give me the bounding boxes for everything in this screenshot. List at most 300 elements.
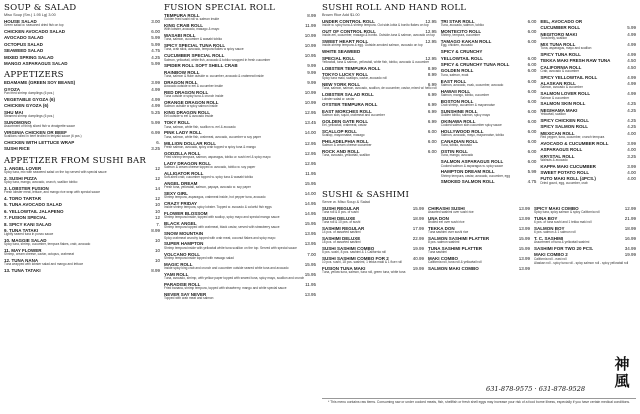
menu-item-name: 3. LOBSTER FUSION	[4, 185, 49, 191]
menu-item-price: 6.00	[527, 118, 537, 124]
menu-item-name: MANGO ASPARAGUS SALAD	[4, 61, 68, 67]
menu-item-description: Golden fried sushi roll w. salmon inside	[164, 17, 220, 22]
menu-item-name: CHICKEN AVOCADO SALAD	[4, 29, 66, 35]
menu-item-description: California roll, tuna roll & yellowtail roll	[428, 260, 482, 265]
menu-item-description: Spicy tuna, shrimp, cucumber, tempura flakes, crab, avocado	[4, 242, 91, 247]
menu-item-price: 4.25	[627, 107, 636, 113]
menu-item-name: MEXICAN ROLL	[540, 130, 575, 136]
menu-item-description: California roll - east roll	[534, 256, 567, 261]
menu-item-name: HOLLYWOOD ROLL	[440, 129, 484, 135]
sashimi-left	[322, 206, 424, 277]
menu-item-name: KAPPA MAKI CUCUMBER	[540, 163, 596, 169]
menu-item-name: 5. TUNA AVOCADO SALAD	[4, 202, 62, 208]
menu-item-price: 11.99	[305, 23, 316, 29]
menu-item-price: 7.00	[307, 251, 316, 257]
menu-item-name: SPICY YELLOWTAIL ROLL	[540, 74, 598, 80]
menu-item-name: SWEET HEART ROLL	[322, 39, 369, 45]
menu-item-price: 10	[154, 238, 160, 244]
menu-item-description: Tuna, avocado, shrimp, with yellow paper topped with seared tuna, spicy mayo, scallion and crunch	[164, 275, 305, 280]
menu-item-description: Salmon, avocado, mayo, mayonnaise, tobiko	[440, 133, 505, 138]
menu-item-description: Tuna, mango, avocado	[440, 153, 474, 158]
menu-item-price: 6.00	[427, 129, 437, 135]
menu-item-name: ROCK AND ROLL	[322, 149, 360, 155]
menu-item-name: CALIFORNIA ROLL	[540, 64, 582, 70]
menu-item-price: 13.99	[518, 256, 530, 261]
menu-item-name: AVOCADO SALAD	[4, 35, 44, 41]
menu-item-description: Avocado outside w eel & cucumber inside	[164, 84, 223, 89]
menu-item-description: Steamed shrimp dumplings (6 pcs.)	[4, 113, 55, 118]
menu-item-price: 5.99	[527, 169, 537, 175]
menu-item-name: VIRGINIA CHICKEN OR BEEF	[4, 129, 67, 135]
menu-item-name: TOKY ROLL	[164, 120, 190, 126]
menu-item-name: SWEET POTATO ROLL	[540, 170, 590, 176]
logo-char-2: 風	[614, 373, 630, 390]
menu-item-price: 6.00	[527, 149, 537, 155]
menu-item-price: 4.00	[627, 147, 636, 153]
menu-item-price: 12.95	[425, 39, 437, 45]
menu-item-name: MIXED SPRING SALAD	[4, 54, 54, 60]
menu-item-description: Salmon, yellowtail, white fish, avocado & tobiko wrapped in fresh cucumber	[164, 57, 271, 62]
menu-item-price: 4.00	[627, 176, 636, 182]
menu-item-description: Crab shrimp, cucumber & mayonnaise	[440, 102, 495, 107]
menu-item-description: 5 pcs. sushi, 8 pcs. sashimi & 1 California roll	[322, 250, 386, 255]
menu-item-name: ALASKAN ROLL	[540, 81, 576, 87]
appetizers-title: APPETIZERS	[4, 70, 64, 81]
menu-item-name: MAKI COMBO 2	[534, 252, 568, 258]
menu-item-name: SALMON SKIN ROLL	[540, 101, 586, 107]
menu-item-price: 6.00	[527, 88, 537, 94]
menu-item-name: HAWAII ROLL	[440, 88, 471, 94]
menu-item-description: Inside spicy king crab and crunch and cucumber outside seared white tuna and avocado	[164, 265, 289, 270]
menu-item-description: Fresh salmon, avocado, spicy crab topped w spicy tuna & mango	[164, 144, 256, 149]
menu-item-name: MAGIC ROLL	[164, 261, 193, 267]
menu-item-price	[634, 19, 636, 24]
sushi-roll-sub: Brown Rice Add $1.00	[322, 13, 360, 17]
menu-item-name: EAST ROLL	[440, 78, 467, 84]
menu-item-price: 13.99	[518, 225, 530, 231]
menu-item-price: 6.00	[527, 68, 537, 74]
menu-item-description: Spicy tuna, spicy salmon & spicy California roll	[534, 209, 600, 214]
menu-item-description: Tuna, crab stick, avocado, tempura flakes w spicy sauce	[164, 47, 244, 52]
menu-item-name: 11. MAY FLOWER	[4, 248, 42, 254]
footer-disclaimer: * This menu contains raw items. Consuming raw or under cooked meats, fish, shellfish or fresh shell eggs may increase your risk of a food borne illness, especially if you have certain medical conditions.	[322, 398, 636, 404]
menu-item-price: 6.00	[527, 129, 537, 135]
menu-item-name: SHU MAI	[4, 109, 23, 115]
menu-item-price: 12	[154, 196, 160, 202]
menu-item-name: CUCUMBER SPECIAL ROLL	[164, 53, 225, 59]
menu-item-price	[435, 49, 437, 54]
menu-item-name: TAMAGO KAKAN ROLL	[440, 39, 492, 45]
menu-item-price: 4.99	[151, 96, 160, 102]
menu-item-price: 6.00	[427, 139, 437, 145]
menu-item-name: PHILADELPHIA ROLL	[322, 139, 369, 145]
menu-item-description: Soft-shell crab, cucumber topped w. spicy tuna & wasabi tobiko	[164, 175, 254, 179]
menu-item-price: 9.99	[307, 63, 316, 69]
menu-item-name: SNOW MOUNTAIN	[164, 231, 204, 237]
logo-char-1: 神	[614, 356, 630, 373]
menu-item-name: SPICY SPECIAL TUNA ROLL	[164, 43, 226, 49]
menu-item-price: 3.99	[627, 163, 636, 169]
menu-item-name: SALMON ASPARAGUS ROLL	[440, 159, 504, 165]
menu-item-price: 3.25	[151, 146, 160, 152]
menu-item-description: Tuna roll & 8 pcs. of sushi	[322, 209, 359, 214]
fusion-roll-list	[164, 13, 316, 302]
menu-item-name: GYOZA	[4, 86, 21, 92]
sushi-roll-left	[322, 19, 437, 187]
menu-item-price: 4.99	[151, 86, 160, 92]
menu-item-price: 4.25	[627, 101, 636, 107]
menu-item-price: 5.99	[627, 25, 636, 31]
menu-item-name: MAKI COMBO	[428, 256, 458, 261]
menu-item-description: Salmon, avocado & cucumber	[540, 85, 583, 90]
menu-item-price: 10	[154, 248, 160, 254]
menu-item-price: 3.99	[627, 140, 636, 146]
menu-item-price: 11.95	[305, 170, 316, 176]
soup-salad-title: SOUP & SALAD	[4, 3, 77, 13]
menu-item-price: 14.00	[304, 130, 316, 136]
menu-item-name: ALLIGATOR ROLL	[164, 170, 204, 176]
menu-item-name: WASABI ROLL	[164, 33, 196, 39]
menu-item-price: 10.95	[304, 53, 316, 59]
menu-item-price: 14.95	[304, 201, 316, 207]
menu-item-name: SPICY & CRUNCHY TUNA ROLL	[440, 62, 510, 68]
menu-item-price: 10	[154, 258, 160, 264]
menu-item-description: Tuna, salmon, cucumber & wasabi tobiko	[164, 37, 223, 42]
menu-item-price: 5.99	[151, 35, 160, 41]
menu-item-price: 12	[154, 215, 160, 221]
menu-item-name: GOLDEN ROLL	[440, 68, 474, 74]
menu-item-description: Salmon, mango, tobiko, cucumber	[440, 92, 490, 97]
menu-item-name: CANADIAN ROLL	[440, 139, 479, 145]
menu-item-description: Crab, avocado & cucumber	[540, 68, 579, 73]
menu-item-price: 12	[154, 175, 160, 181]
menu-item-description: Walnuts & avocado	[540, 157, 568, 162]
menu-item-price: 6.00	[527, 159, 537, 165]
menu-item-name: SUSHI RICE	[4, 146, 30, 152]
sushi-roll-right	[540, 19, 636, 187]
menu-item-name: HOUSE SALAD	[4, 19, 37, 24]
menu-item-price: 6.00	[527, 39, 537, 45]
menu-item-price: 15.95	[304, 221, 316, 227]
menu-item-name: TUNA SASHIMI PLATTER	[428, 245, 482, 251]
menu-item-price: 10	[154, 202, 160, 208]
menu-item-description: Cooked salmon skin cucumber spicy sauce	[440, 123, 502, 128]
menu-item-price: 6.00	[527, 19, 537, 24]
menu-item-name: SUNOMONO	[4, 119, 31, 125]
menu-item-description: Yellowtail, scallion	[540, 112, 566, 117]
menu-item-name: SPICY & CRUNCHY	[440, 49, 483, 55]
sashimi-title: SUSHI & SASHIMI	[322, 189, 410, 200]
menu-item-name: LOBSTER SALAD ROLL	[322, 92, 374, 98]
menu-item-name: KRYSTAL ROLL	[540, 153, 575, 159]
menu-item-price: 4.50	[627, 58, 636, 64]
menu-item-price: 4.99	[627, 41, 636, 47]
menu-item-description: Spicy crabmeat crunchy topped with crab meat, coconut flakes and spicy mayo	[164, 235, 276, 240]
menu-item-price: 12.95	[304, 150, 316, 156]
menu-item-price: 15.95	[304, 180, 316, 186]
menu-item-description: Tuna, yellow tuna, salmon, tuna roll, green tuna, white tuna	[322, 270, 406, 275]
menu-item-price: 15.99	[518, 235, 530, 241]
sashimi-mid	[428, 206, 530, 277]
menu-item-description: Shrimp, tempura, cucumber	[440, 33, 481, 38]
menu-item-name: OUT OF CONTROL ROLL	[322, 29, 376, 35]
menu-item-name: TUNA BOY	[534, 215, 558, 221]
menu-item-price: 8.99	[151, 268, 160, 274]
menu-item-description: Tuna roll & 10 pcs. of sushi	[322, 219, 361, 224]
menu-item-description: Alaskan roll - spicy tuna roll - spicy salmon roll - spicy yellowtail roll	[534, 261, 629, 266]
menu-item-name: PARADISE ROLL	[164, 281, 201, 287]
menu-item-name: SMOKED SALMON ROLL	[440, 179, 495, 185]
menu-item-price: 15.95	[304, 271, 316, 277]
menu-item-name: SUSHI SASHIMI COMBO FOR 2	[322, 256, 389, 261]
menu-item-price: 3.99	[151, 80, 160, 86]
menu-item-description: Green salad w. seasoned dried fish on top	[4, 23, 64, 28]
menu-item-description: 6 pcs. salmon & 1 salmon roll	[534, 229, 576, 234]
menu-item-description: Inside-shrimp tempura & egg. Outside-smoked salmon, avocado on top	[322, 43, 423, 48]
menu-item-name: OSTIN ROLL	[440, 149, 468, 155]
menu-item-price: 4.99	[627, 31, 636, 37]
menu-item-price: 6.	[156, 139, 160, 145]
column-1	[4, 4, 160, 275]
menu-item-description: Scallop, mayonnaise, masago	[322, 133, 365, 138]
menu-item-description: Tuna, salmon, white fish, crabmeat, avocado, cucumber w soy paper	[164, 134, 261, 139]
menu-item-price: 4.00	[627, 170, 636, 176]
menu-item-name: FUSION TUNA MAKI	[322, 266, 366, 272]
menu-item-price: 12.95	[425, 29, 437, 35]
menu-item-price: 9.99	[307, 69, 316, 75]
menu-item-description: Shrimp tempura, asparagus, crabmeat inside, hot pepper tuna, avocado	[164, 195, 266, 200]
soup-salad-sub: Miso Soup (Sm.) 1.95 Lg) 3.00	[4, 13, 56, 17]
menu-item-price: 40.99	[412, 256, 424, 261]
menu-item-price: 10	[154, 208, 160, 214]
menu-item-price: 6.99	[151, 129, 160, 135]
menu-item-name: 4. TORO TARTAR	[4, 196, 41, 202]
menu-item-name: LOBSTER TEMPURA ROLL	[322, 65, 381, 71]
menu-item-name: SPICY MAKI COMBO	[534, 205, 579, 211]
menu-item-price: 10.99	[304, 90, 316, 96]
menu-item-name: BLACK ANGEL	[164, 221, 197, 227]
menu-item-price: 16.99	[624, 235, 636, 241]
menu-item-price: 13.95	[304, 241, 316, 247]
menu-item-price: 17.99	[412, 225, 424, 231]
menu-item-price: 6.00	[527, 55, 537, 61]
sashimi-sub: Serve w. Miso Soup & Salad	[322, 199, 370, 204]
menu-item-price: 18.99	[624, 225, 636, 231]
menu-item-price: 8.99	[151, 228, 160, 233]
menu-item-price: 5.25	[151, 109, 160, 115]
menu-item-name: SPICY CHICKEN ROLL	[540, 117, 590, 123]
menu-item-description: Yellowtail, tuna & salmon, yellowtail, white fish, tobiko, avocado & cucumber	[322, 59, 430, 64]
menu-item-name: KING CRAB ROLL	[164, 23, 203, 29]
menu-item-name: OCTOPUS SALAD	[4, 41, 43, 47]
menu-item-price: 4.25	[151, 54, 160, 60]
menu-item-name: TEMPURA ROLL	[164, 13, 200, 18]
menu-item-name: TRI STAR ROLL	[440, 19, 475, 24]
menu-item-description: Inside-eel, cucumber, masago & bonito. Outside-tuna & salmon, avocado on top	[322, 33, 435, 38]
menu-item-description: Eel, yellowtail, crabmeat, caviar	[322, 123, 367, 128]
menu-item-name: SALMON LOVER ROLL	[540, 91, 591, 97]
menu-item-name: 13. TUNA TATAKI	[4, 268, 41, 274]
menu-item-price: 6.00	[527, 108, 537, 114]
menu-item-price: 14.00	[304, 190, 316, 196]
menu-item-price: 13.99	[518, 266, 530, 272]
menu-item-description: Shrimp tempura topped with crabmeat, black caviar, served with strawberry sauce	[164, 225, 280, 230]
menu-item-description: Shrimp tempura inside with yellowtail white tuna scallion on the top. Served with special sauce	[164, 245, 297, 250]
menu-item-name: PINK LADY ROLL	[164, 130, 202, 136]
menu-item-name: CRAZY FRIDAY	[164, 201, 198, 207]
logo-kanji	[610, 354, 634, 392]
menu-item-description: Dried gourd, egg, cucumber, crab	[540, 180, 588, 185]
menu-item-name: CHICKEN WITH LETTUCE WRAP	[4, 139, 75, 145]
soup-salad-list	[4, 19, 160, 67]
menu-item-description: Shrimp tempura inside, topped with scallop, spicy mayo and special mango sauce	[164, 215, 280, 220]
menu-item-price: 14	[154, 185, 160, 191]
menu-item-name: DRAGON ROLL	[164, 79, 198, 85]
menu-item-price: 15.99	[518, 245, 530, 251]
menu-item-name: SUSHI SASHIMI COMBO	[322, 245, 375, 251]
menu-item-name: YELLOWTAIL ROLL	[440, 55, 484, 61]
menu-item-price: 4.75	[151, 48, 160, 54]
menu-item-description: Tuna, salmon, ecak	[440, 72, 469, 77]
menu-item-price: 6.00	[527, 29, 537, 35]
menu-item-name: SUPER HAMPTON	[164, 241, 204, 247]
menu-item-description: Topped with crab meat and salmon	[164, 296, 214, 301]
column-3	[322, 4, 636, 276]
menu-item-price: 4.99	[627, 74, 636, 80]
menu-item-description: Egg, chicken, avocado	[440, 43, 473, 48]
menu-item-price: 6.99	[427, 102, 437, 108]
menu-item-description: 18 pcs. of assorted sashimi	[322, 240, 361, 245]
menu-item-name: KING DRAGON ROLL	[164, 110, 210, 116]
menu-item-price: 13.45	[304, 120, 316, 126]
sashimi-right	[534, 206, 636, 277]
menu-item-description: Tuna belly, scallion	[540, 35, 568, 40]
menu-item-name: MIX TUNA ROLL	[540, 41, 576, 47]
menu-item-name: YAMI ROLL	[164, 271, 189, 277]
menu-item-price: 12.95	[425, 19, 437, 24]
menu-item-name: EAST MORCHES ROLL	[322, 108, 372, 114]
menu-item-price: 4.50	[627, 64, 636, 70]
menu-item-name: FLOWER BLOSSOM	[164, 211, 208, 217]
menu-item-price: 12.95	[304, 110, 316, 116]
sushi-bar-appetizer-title: APPETIZER FROM SUSHI BAR	[4, 155, 147, 166]
menu-item-description: Pan fried shrimp dumplings (6 pcs.)	[4, 91, 55, 96]
menu-item-price: 6.00	[151, 29, 160, 35]
menu-item-price: 8.99	[427, 65, 437, 71]
menu-item-name: SEAWEED SALAD	[4, 48, 44, 54]
sushi-roll-mid	[441, 19, 537, 187]
menu-item-name: AVOCADO & CUCUMBER ROLL	[540, 140, 609, 146]
menu-item-name: SASHIMI DELUXE	[322, 235, 361, 241]
menu-item-price: 6.00	[527, 62, 537, 68]
menu-item-name: HAMPTON DREAM ROLL	[440, 169, 495, 175]
menu-item-price: 4.25	[627, 124, 636, 130]
menu-item-description: Lightly seared tuna in ponzu sauce	[4, 232, 54, 237]
menu-item-price: 13.99	[518, 205, 530, 211]
menu-item-name: NEGIHAMA MAKI	[540, 107, 578, 113]
menu-item-description: Salmon & cucumber	[540, 95, 570, 100]
menu-item-name: OYSTER TEMPURA ROLL	[322, 102, 378, 108]
menu-item-description: Fried banana, shrimp tempura, topped with strawberry, mango and white special sauce	[164, 286, 287, 291]
menu-item-name: MILLION DOLLAR ROLL	[164, 140, 216, 146]
menu-item-description: Tuna outside w spicy tuna & crunch inside	[164, 94, 224, 99]
menu-item-price: 19.99	[412, 245, 424, 251]
menu-item-name: SEXY GIRL	[164, 190, 188, 196]
menu-item-price: 7.	[156, 221, 160, 227]
menu-item-name: 7. FUSION SPECIAL	[4, 215, 47, 221]
menu-item-name: VOLCANO ROLL	[164, 251, 200, 257]
fusion-roll-title: FUSION SPECIAL ROLL	[164, 3, 276, 13]
appetizers-list	[4, 80, 160, 152]
menu-item-description: 8 pcs. salmon sashimi	[428, 240, 460, 245]
menu-item-name: SASHIMI FOR TWO 20 PCS.	[534, 245, 594, 251]
menu-item-price: 6.99	[427, 108, 437, 114]
phone-numbers: 631-878-9575 · 631-878-9528	[486, 385, 586, 393]
menu-item-name: TOKYO LUCKY ROLL	[322, 72, 369, 78]
menu-item-description: Tuna, salmon, white fish, scallion w. eel & avocado	[164, 124, 236, 129]
menu-item-name: OKINAWA ROLL	[440, 118, 476, 124]
menu-item-description: Broiled eel over sushi rice	[428, 219, 465, 224]
menu-item-name: SALMON MAKI COMBO	[428, 266, 479, 272]
menu-item-price: 9.99	[307, 79, 316, 85]
menu-item-description: Shrimp, cream cheese, caviar, octopus, crabmeat	[4, 252, 74, 257]
menu-item-name: SUNSHINE ROLL	[440, 108, 478, 114]
menu-item-price: 5.99	[151, 119, 160, 125]
menu-item-description: Salmon, avocado, ecak, cucumber, avocado	[440, 82, 504, 87]
menu-item-description: Assorted sashimi over sushi rice	[428, 209, 474, 214]
menu-item-price: 19.99	[412, 266, 424, 272]
menu-item-price: 21.99	[624, 215, 636, 221]
menu-item-description: Shrimp tempura, caviar, avocado, cucumber, egg	[440, 173, 510, 178]
menu-item-description: Inside shrimp tempura, spicy lobster. Topped w. avocado & colorful fish eggs	[164, 205, 272, 210]
menu-item-price: 3.25	[627, 153, 636, 159]
menu-item-price: 22.99	[412, 235, 424, 241]
menu-item-name: BOSTON ROLL	[440, 98, 474, 104]
menu-item-description: Tuna, avocado, salmon, tobiko	[440, 23, 484, 28]
menu-item-description: Tuna sashimi	[428, 250, 447, 255]
menu-item-description: Spicy tuna, mix with seaweed salad on the top served with special sauce	[4, 169, 107, 174]
menu-item-price: 6.00	[527, 139, 537, 145]
menu-item-price: 10.99	[304, 33, 316, 39]
menu-item-description: Fried shrimp tempura, salmon, asparagus, tobiko w. sushi eel & spicy mayo	[164, 154, 271, 159]
menu-item-price: 13.99	[518, 215, 530, 221]
menu-item-description: Lobster salad w. caviar	[322, 96, 355, 101]
menu-item-price: 6.99	[427, 82, 437, 88]
menu-item-name: GOLDEN GATE ROLL	[322, 118, 369, 124]
menu-item-description: Eel outside w eel & avocado inside	[164, 114, 214, 119]
menu-item-price: 34.99	[624, 245, 636, 251]
menu-item-description: Tuna, salmon, salmon, avocado, scallion, de cucumber, caviar, mixed w/ hello roll	[322, 86, 437, 91]
menu-item-name: EEL, AVOCADO OR	[540, 19, 583, 24]
menu-item-price: 4.99	[627, 51, 636, 57]
menu-item-name: CHIRASHI SUSHI	[428, 205, 465, 211]
menu-item-name: SCALLOP ROLL	[322, 129, 357, 135]
menu-item-name: SPICY TUNA ROLL	[540, 51, 581, 57]
menu-item-name: TEKKA MAKI FRESH RAW TUNA	[540, 58, 611, 64]
menu-item-description: Salmon & cream cheese topped w. avocado, tobiko w. soy paper	[164, 164, 256, 169]
menu-item-name: SPICY SALMON ROLL	[540, 124, 589, 130]
menu-item-description: Salmon outside w spicy salmon inside	[164, 104, 218, 109]
menu-item-description: 10 pcs. sushi, 18 pcs. sashimi, 1 tekka maki & 1 fluer roll	[322, 260, 402, 265]
menu-item-name: WHITE SEAWEED	[322, 49, 361, 55]
menu-item-name: EDAMAME (GREEN SOY BEANS)	[4, 80, 76, 86]
menu-item-description: Cooked salmon & asparagus w. spicy sauce	[440, 163, 504, 168]
menu-item-name: 1. ANGEL LOVER	[4, 165, 42, 171]
menu-item-price: 13.95	[304, 231, 316, 237]
menu-item-name: 9. TUNA TATAKI	[4, 228, 39, 233]
menu-item-description: Salmon skin, squid, crabmeat and cucumber	[322, 113, 385, 118]
menu-item-name: CHICKEN GYOZA (6)	[4, 103, 49, 109]
